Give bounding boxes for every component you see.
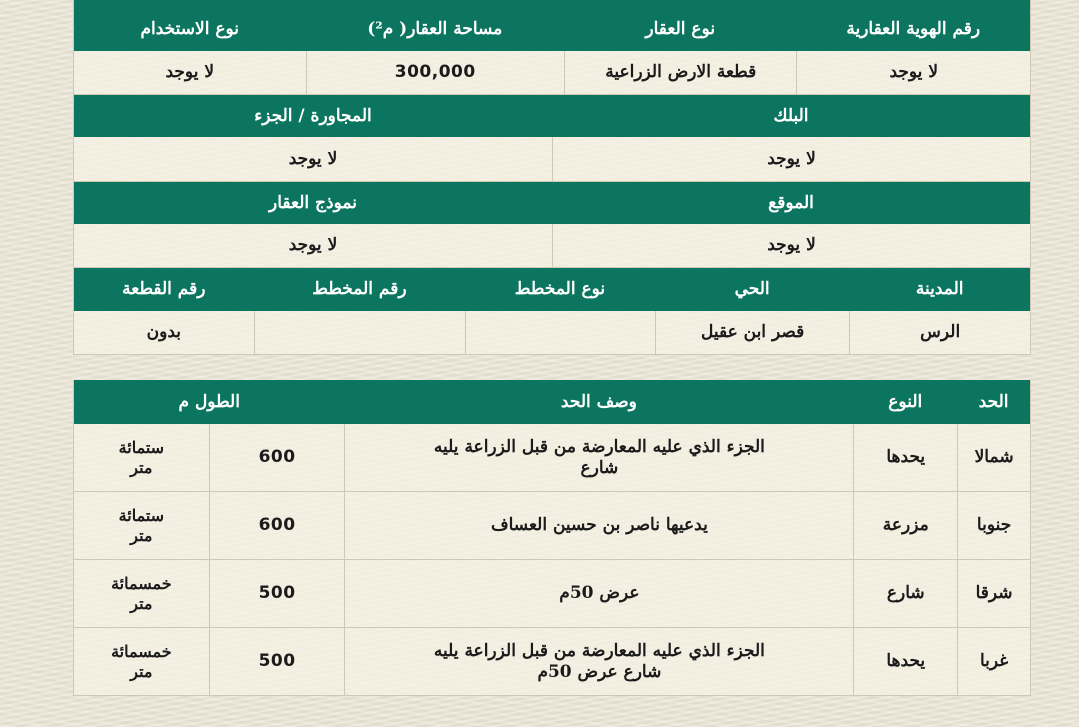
- property-model-header: نموذج العقار: [269, 192, 357, 213]
- top-header-strip: [73, 0, 1031, 8]
- property-id-value: لا يوجد: [796, 51, 1030, 94]
- location-value-row: [73, 224, 1031, 268]
- boundary-length: 500: [209, 628, 345, 695]
- boundary-length-words: ستمائة متر: [118, 437, 165, 477]
- plan-number-value: [254, 311, 466, 354]
- property-value-row: [73, 51, 1031, 95]
- district-value: قصر ابن عقيل: [655, 311, 850, 354]
- boundary-length-words: ستمائة متر: [118, 505, 165, 545]
- boundary-description: الجزء الذي عليه المعارضة من قبل الزراعة يليه شارع عرض 50م: [344, 628, 853, 695]
- boundary-length: 600: [209, 424, 345, 491]
- site-header: الموقع: [768, 192, 814, 213]
- block-header: البلك: [773, 105, 809, 126]
- kind-header: النوع: [888, 391, 923, 412]
- table-row: [73, 424, 1031, 492]
- neighbor-part-header: المجاورة / الجزء: [254, 105, 372, 126]
- boundary-kind: يحدها: [853, 628, 957, 695]
- block-value: لا يوجد: [552, 137, 1030, 181]
- description-header: وصف الحد: [560, 391, 637, 412]
- usage-type-header: نوع الاستخدام: [140, 19, 240, 40]
- site-value: لا يوجد: [552, 224, 1030, 267]
- district-header: الحي: [734, 279, 770, 300]
- side-header: الحد: [978, 391, 1009, 412]
- boundary-length: 600: [209, 492, 345, 559]
- length-header: الطول م: [178, 391, 240, 412]
- property-type-value: قطعة الارض الزراعية: [564, 51, 797, 94]
- usage-type-value: لا يوجد: [165, 62, 215, 83]
- property-id-header: رقم الهوية العقارية: [846, 19, 981, 40]
- plan-number-header: رقم المخطط: [312, 279, 407, 300]
- block-header-row: [73, 95, 1031, 137]
- property-header-row: [73, 8, 1031, 51]
- boundary-description: عرض 50م: [344, 560, 853, 627]
- boundary-side: جنوبا: [957, 492, 1030, 559]
- property-area-value: 300,000: [306, 51, 564, 94]
- city-header: المدينة: [915, 279, 964, 300]
- boundary-side: شمالا: [957, 424, 1030, 491]
- neighbor-part-value: لا يوجد: [288, 148, 338, 169]
- plot-number-header: رقم القطعة: [122, 279, 206, 300]
- boundary-description: يدعيها ناصر بن حسين العساف: [344, 492, 853, 559]
- table-row: [73, 628, 1031, 696]
- address-value-row: [73, 311, 1031, 355]
- plan-type-value: [465, 311, 655, 354]
- plan-type-header: نوع المخطط: [514, 279, 606, 300]
- location-header-row: [73, 182, 1031, 224]
- boundary-kind: مزرعة: [853, 492, 957, 559]
- city-value: الرس: [849, 311, 1030, 354]
- boundary-description: الجزء الذي عليه المعارضة من قبل الزراعة يليه شارع: [344, 424, 853, 491]
- boundary-side: شرقا: [957, 560, 1030, 627]
- boundary-length-words: خمسمائة متر: [111, 573, 172, 613]
- property-type-header: نوع العقار: [645, 19, 716, 40]
- boundaries-header-row: [73, 380, 1031, 424]
- plot-number-value: بدون: [146, 322, 181, 343]
- property-model-value: لا يوجد: [288, 235, 338, 256]
- boundary-kind: شارع: [853, 560, 957, 627]
- boundary-kind: يحدها: [853, 424, 957, 491]
- boundary-length: 500: [209, 560, 345, 627]
- boundary-length-words: خمسمائة متر: [111, 641, 172, 681]
- table-row: [73, 492, 1031, 560]
- block-value-row: [73, 137, 1031, 182]
- property-area-header: مساحة العقار( م²): [367, 19, 503, 40]
- table-row: [73, 560, 1031, 628]
- address-header-row: [73, 268, 1031, 311]
- boundary-side: غربا: [957, 628, 1030, 695]
